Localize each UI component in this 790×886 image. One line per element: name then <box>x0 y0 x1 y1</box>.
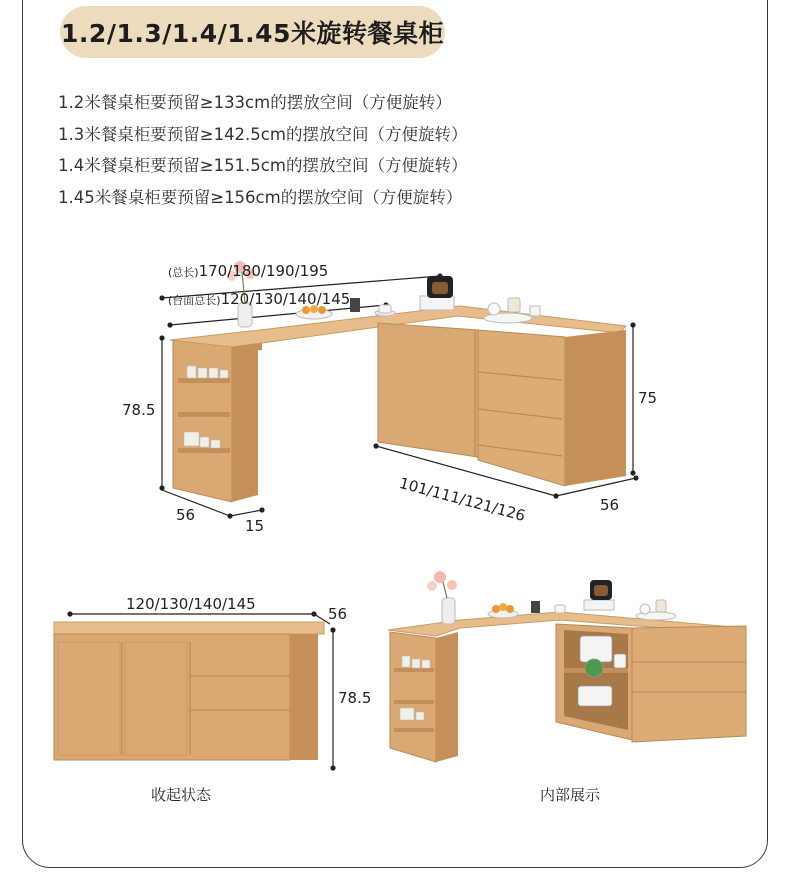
shelf-width-label: 15 <box>245 517 265 535</box>
spec-line-4: 1.45米餐桌柜要预留≥156cm的摆放空间（方便旋转） <box>58 188 463 207</box>
depth-right-label: 56 <box>600 496 620 514</box>
top-length-prefix: (台面总长) <box>168 294 221 307</box>
height-right-label: 75 <box>638 389 658 407</box>
total-length-prefix: (总长) <box>168 266 199 279</box>
folded-caption: 收起状态 <box>151 786 212 804</box>
page-title: 1.2/1.3/1.4/1.45米旋转餐桌柜 <box>60 6 445 58</box>
spec-line-3: 1.4米餐桌柜要预留≥151.5cm的摆放空间（方便旋转） <box>58 156 468 175</box>
spec-line-1: 1.2米餐桌柜要预留≥133cm的摆放空间（方便旋转） <box>58 93 452 112</box>
total-length-value: 170/180/190/195 <box>198 262 329 280</box>
spec-line-2: 1.3米餐桌柜要预留≥142.5cm的摆放空间（方便旋转） <box>58 125 468 144</box>
height-left-label: 78.5 <box>122 401 156 419</box>
cabinet-length-label: 101/111/121/126 <box>397 474 528 525</box>
interior-caption: 内部展示 <box>540 786 601 804</box>
depth-left-label: 56 <box>176 506 196 524</box>
folded-depth-label: 56 <box>328 605 348 623</box>
top-length-value: 120/130/140/145 <box>220 290 351 308</box>
folded-width-label: 120/130/140/145 <box>126 595 256 613</box>
folded-height-label: 78.5 <box>338 689 372 707</box>
